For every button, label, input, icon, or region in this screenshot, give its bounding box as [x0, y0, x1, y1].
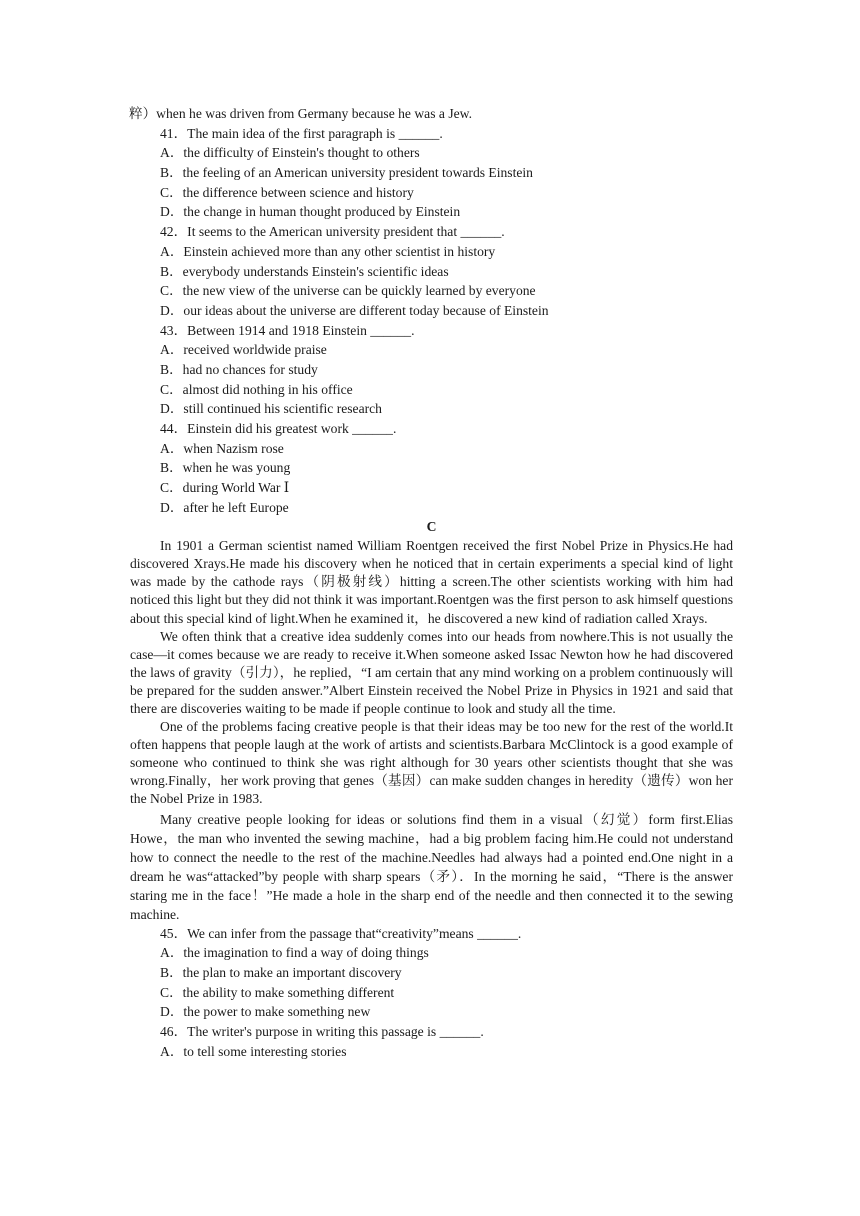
question-42: [130, 222, 733, 320]
option-d: D．after he left Europe: [160, 499, 289, 515]
question-stem: 43．Between 1914 and 1918 Einstein ______.: [160, 322, 415, 338]
option-a: A．when Nazism rose: [160, 440, 284, 456]
text-block: [130, 104, 733, 1061]
paragraph-text: In 1901 a German scientist named William Roentgen received the first Nobel Prize in Physics.He had discovered Xrays.He made his discovery when he noticed that in certain experiments a special kind of light was made by the cathode rays（阴极射线）hitting a screen.The other scientists working with him had noticed this light but they did not think it was important.Roentgen was the first person to ask himself questions about this special kind of light.When he examined it，he discovered a new kind of radiation called Xrays.: [130, 538, 733, 626]
passage-paragraph-1: [130, 537, 733, 627]
option-a: A．to tell some interesting stories: [160, 1043, 347, 1059]
intro-line: 粹）when he was driven from Germany because he was a Jew.: [129, 106, 472, 121]
option-b: B．the feeling of an American university president towards Einstein: [160, 165, 533, 181]
passage-paragraph-4: [130, 810, 733, 924]
question-stem: 44．Einstein did his greatest work ______.: [160, 421, 397, 436]
paragraph-text: One of the problems facing creative people is that their ideas may be too new for the rest of the world.It often happens that people laugh at the work of artists and scientists.Barbara McClintock is a good example of someone who continued to think she was right although for 30 years other scientists thought that she was wrong.Finally，her work proving that genes（基因）can make sudden changes in heredity（遗传）won her the Nobel Prize in 1983.: [130, 719, 733, 807]
paragraph-text: We often think that a creative idea suddenly comes into our heads from nowhere.This is not usually the case—it comes because we are ready to receive it.When someone asked Issac Newton how he had discovered the laws of gravity（引力），he replied，“I am certain that any mind working on a problem continuously will be prepared for the sudden answer.”Albert Einstein received the Nobel Prize in Physics in 1921 and said that there are discoveries waiting to be made if people continue to look and study all the time.: [130, 628, 733, 716]
option-d: D．still continued his scientific research: [160, 401, 382, 417]
option-a: A．the imagination to find a way of doing things: [160, 945, 429, 961]
passage-paragraph-3: [130, 718, 733, 808]
option-a: A．Einstein achieved more than any other scientist in history: [160, 243, 496, 259]
option-b: B．everybody understands Einstein's scientific ideas: [160, 263, 449, 279]
question-stem: 42．It seems to the American university president that ______.: [160, 224, 505, 240]
question-stem: 41．The main idea of the first paragraph is ______.: [160, 125, 443, 141]
option-d: D．the change in human thought produced by Einstein: [160, 204, 461, 220]
question-stem: 46．The writer's purpose in writing this passage is ______.: [160, 1023, 484, 1039]
option-c: C．almost did nothing in his office: [160, 381, 353, 397]
option-d: D．our ideas about the universe are different today because of Einstein: [160, 302, 549, 318]
option-b: B．the plan to make an important discovery: [160, 964, 402, 980]
question-41: [130, 124, 733, 222]
option-c: C．the new view of the universe can be quickly learned by everyone: [160, 283, 536, 299]
option-c: C．the ability to make something different: [160, 984, 395, 1000]
option-b: B．when he was young: [160, 460, 291, 476]
option-c: C．the difference between science and history: [160, 184, 414, 200]
option-a: A．received worldwide praise: [160, 342, 327, 358]
question-43: [130, 321, 733, 419]
option-d: D．the power to make something new: [160, 1004, 371, 1020]
option-b: B．had no chances for study: [160, 361, 318, 377]
option-a: A．the difficulty of Einstein's thought to others: [160, 145, 420, 161]
passage-paragraph-2: [130, 628, 733, 718]
question-45: [130, 924, 733, 1022]
question-44: [130, 419, 733, 517]
question-stem: 45．We can infer from the passage that“creativity”means ______.: [160, 925, 522, 941]
option-c: C．during World War Ⅰ: [160, 480, 290, 496]
question-46: [130, 1022, 733, 1061]
paragraph-text: Many creative people looking for ideas or solutions find them in a visual（幻觉）form first.Elias Howe，the man who invented the sewing machine，had a big problem facing him.He could not understand how to connect the needle to the rest of the machine.Needles had always had a pointed end.One night in a dream he was“attacked”by people with sharp spears（矛）．In the morning he said，“There is the answer staring me in the face！”He made a hole in the sharp end of the needle and then connected it to the sewing machine.: [130, 811, 733, 922]
section-title: C: [426, 519, 437, 535]
